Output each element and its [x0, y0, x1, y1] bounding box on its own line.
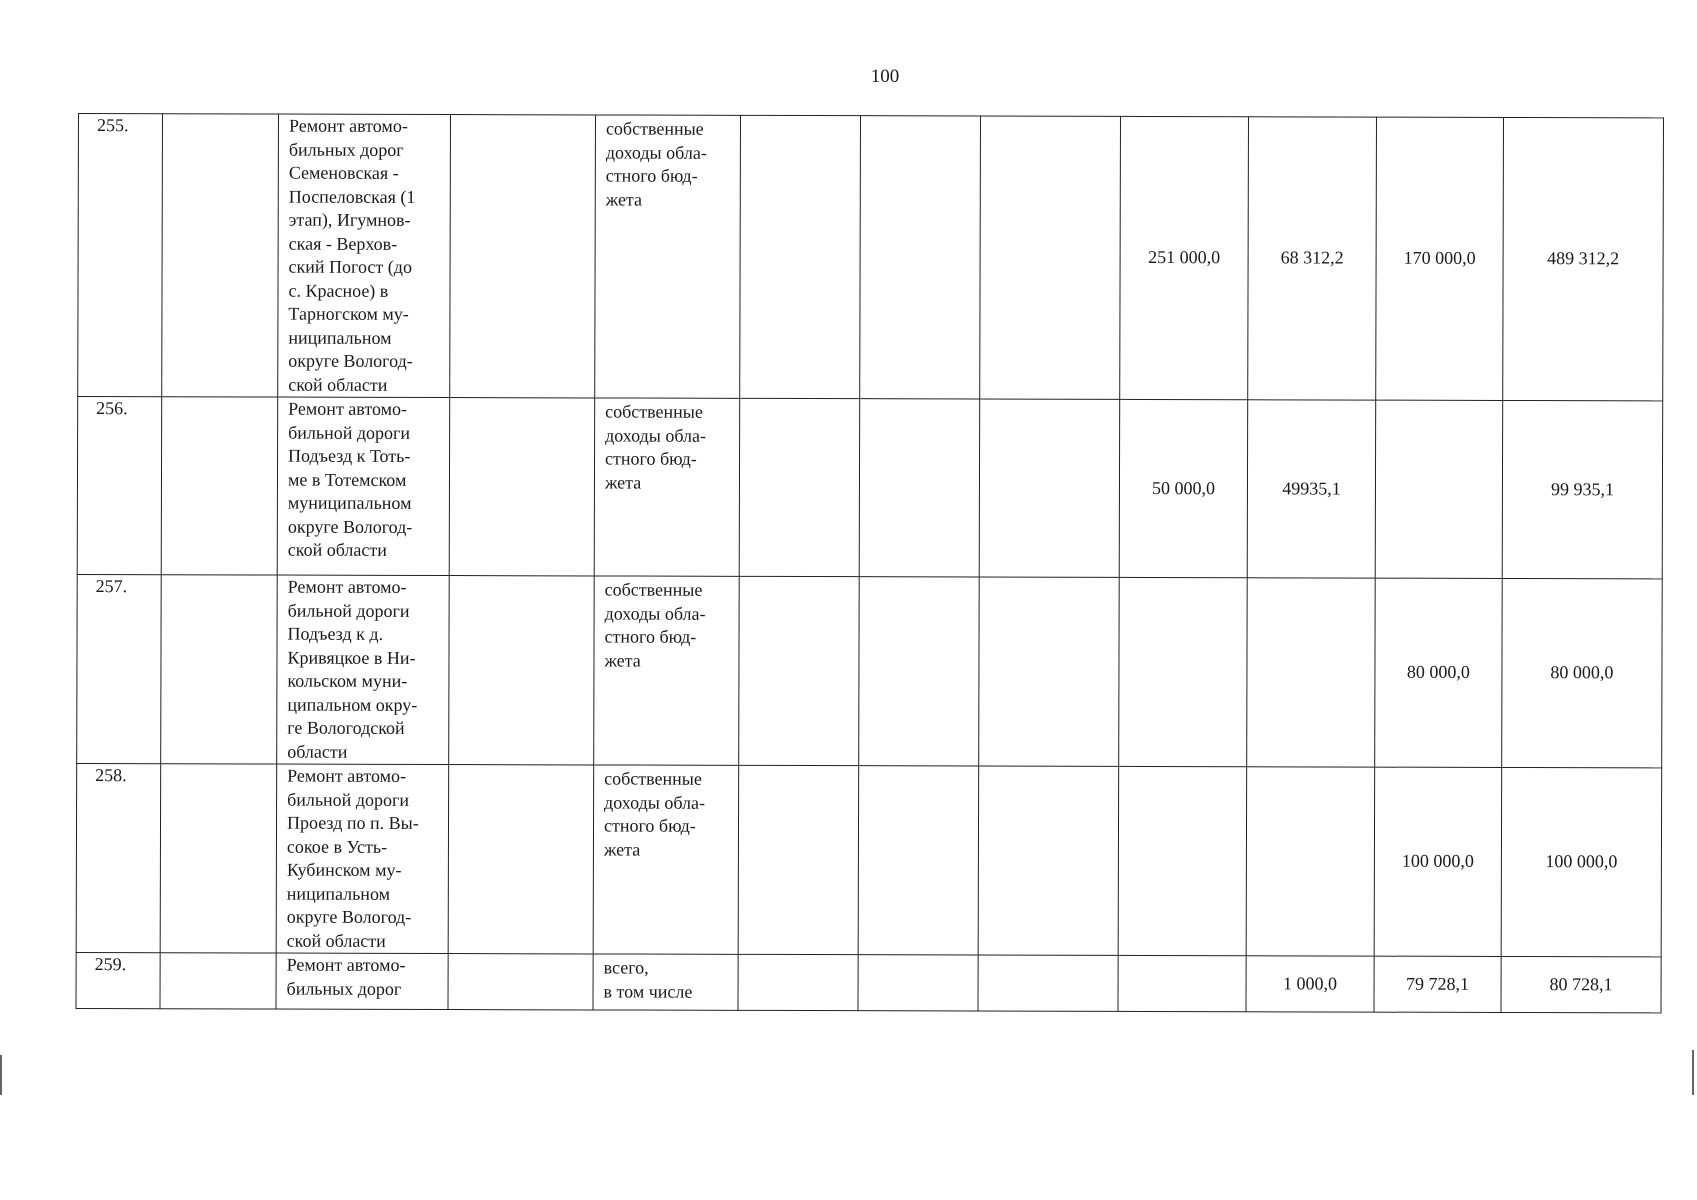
- funding-source: собственные доходы обла- стного бюд- жета: [595, 115, 741, 398]
- empty-cell: [450, 115, 596, 398]
- value-cell-2: [1247, 578, 1376, 767]
- value-2: 49935,1: [1282, 478, 1341, 499]
- value-1: 50 000,0: [1151, 477, 1215, 498]
- row-number: 258.: [76, 763, 161, 952]
- object-name: Ремонт автомо- бильной дороги Подъезд к д. Кривяцкое в Ни- кольском муни- ципальном окру- ге Вологодской области: [277, 575, 450, 764]
- empty-cell: [859, 577, 980, 766]
- empty-cell: [161, 575, 278, 764]
- value-cell-3: [1376, 117, 1504, 400]
- total-cell: [1503, 117, 1664, 400]
- empty-cell: [858, 766, 979, 955]
- empty-cell: [160, 953, 276, 1009]
- value-cell-3: [1375, 400, 1502, 578]
- empty-cell: [448, 765, 594, 954]
- total-value: 80 000,0: [1550, 662, 1614, 683]
- funding-source: собственные доходы обла- стного бюд- жета: [594, 576, 740, 765]
- table-row: [78, 114, 1664, 401]
- empty-cell: [979, 577, 1120, 766]
- object-name: Ремонт автомо- бильных дорог Семеновская - Поспеловская (1 этап), Игумнов- ская - Верхов- ский Погост (до с. Красное) в Тарногском му- ниципальном округе Вологод- ской области: [278, 114, 451, 397]
- row-number: 255.: [78, 114, 163, 397]
- value-2: 1 000,0: [1283, 973, 1338, 994]
- empty-cell: [162, 114, 279, 397]
- empty-cell: [160, 764, 277, 953]
- value-cell-3: [1375, 578, 1503, 767]
- empty-cell: [738, 765, 859, 954]
- value-2: 68 312,2: [1280, 247, 1344, 268]
- value-3: 79 728,1: [1406, 973, 1470, 994]
- scan-mark-right: [1692, 1050, 1694, 1095]
- empty-cell: [739, 398, 859, 576]
- row-number: 257.: [77, 574, 162, 763]
- table-row: [76, 952, 1661, 1012]
- empty-cell: [448, 954, 593, 1010]
- empty-cell: [738, 954, 858, 1010]
- empty-cell: [978, 955, 1118, 1011]
- total-cell: [1502, 578, 1663, 767]
- empty-cell: [449, 398, 594, 576]
- value-cell-2: [1247, 400, 1375, 578]
- empty-cell: [858, 955, 978, 1011]
- empty-cell: [978, 766, 1119, 955]
- value-3: 170 000,0: [1403, 247, 1476, 269]
- empty-cell: [980, 116, 1121, 399]
- funding-source: всего, в том числе: [593, 954, 738, 1010]
- empty-cell: [740, 115, 861, 398]
- value-3: 100 000,0: [1401, 850, 1474, 872]
- table-row: [77, 397, 1662, 579]
- page-number: 100: [870, 66, 900, 87]
- value-cell-1: [1119, 577, 1248, 766]
- total-value: 80 728,1: [1549, 973, 1613, 995]
- value-cell-2: [1246, 956, 1374, 1012]
- value-1: 251 000,0: [1148, 247, 1221, 268]
- value-cell-2: [1246, 767, 1375, 956]
- total-value: 99 935,1: [1550, 478, 1614, 500]
- value-cell-1: [1118, 955, 1246, 1011]
- total-cell: [1502, 400, 1662, 578]
- empty-cell: [739, 576, 860, 765]
- empty-cell: [979, 399, 1119, 577]
- object-name: Ремонт автомо- бильных дорог: [276, 953, 448, 1009]
- total-value: 100 000,0: [1545, 851, 1618, 872]
- value-cell-1: [1118, 766, 1247, 955]
- object-name: Ремонт автомо- бильной дороги Подъезд к Тоть- ме в Тотемском муниципальном округе Вологод- ской области: [277, 397, 449, 575]
- budget-table: [75, 113, 1663, 1013]
- empty-cell: [859, 399, 979, 577]
- total-value: 489 312,2: [1547, 248, 1620, 269]
- empty-cell: [161, 397, 277, 575]
- table-row: [76, 763, 1662, 956]
- row-number: 256.: [77, 397, 161, 575]
- value-3: 80 000,0: [1406, 661, 1470, 683]
- value-cell-1: [1119, 399, 1247, 577]
- funding-source: собственные доходы обла- стного бюд- жета: [594, 398, 739, 576]
- scan-mark-left: [0, 1055, 2, 1095]
- empty-cell: [860, 116, 981, 399]
- value-cell-3: [1374, 956, 1501, 1012]
- value-cell-3: [1374, 767, 1502, 956]
- total-cell: [1501, 767, 1662, 956]
- object-name: Ремонт автомо- бильной дороги Проезд по п. Вы- сокое в Усть- Кубинском му- ниципальном округе Вологод- ской области: [276, 764, 449, 953]
- value-cell-2: [1248, 117, 1377, 400]
- row-number: 259.: [76, 952, 160, 1008]
- value-cell-1: [1120, 116, 1249, 399]
- table-row: [77, 574, 1663, 767]
- funding-source: собственные доходы обла- стного бюд- жета: [593, 765, 739, 954]
- empty-cell: [449, 576, 595, 765]
- total-cell: [1501, 956, 1661, 1012]
